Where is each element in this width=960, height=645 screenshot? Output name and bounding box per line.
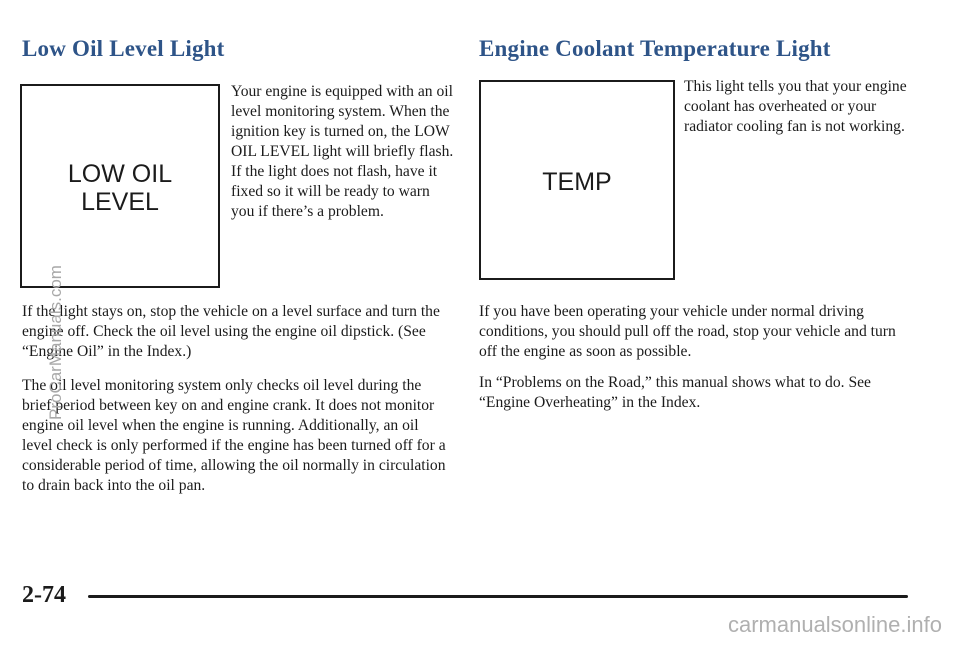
low-oil-paragraph-1: If the light stays on, stop the vehicle on a level surface and turn the engine off. Check the oil level using the engine oil dipstick. (See “Engine Oil” in the Index.): [22, 303, 440, 360]
coolant-temp-heading: Engine Coolant Temperature Light: [479, 36, 831, 61]
temp-indicator-panel: [479, 80, 675, 280]
low-oil-indicator-label: [22, 160, 218, 216]
temp-indicator-label: TEMP: [542, 168, 612, 196]
coolant-paragraph-1: If you have been operating your vehicle under normal driving conditions, you should pull off the road, stop your vehicle and turn off the engine as soon as possible.: [479, 303, 896, 360]
low-oil-paragraph-2: The oil level monitoring system only checks oil level during the brief period between key on and engine crank. It does not monitor engine oil level when the engine is running. Additionally, an oil level check is only performed if the engine has been turned off for a considerable period of time, allowing the oil normally in circulation to drain back into the oil pan.: [22, 377, 446, 494]
low-oil-indicator-line1: LOW OIL: [67, 160, 173, 188]
bottom-watermark: carmanualsonline.info: [727, 612, 942, 637]
low-oil-level-heading: Low Oil Level Light: [22, 36, 225, 61]
low-oil-intro-text: Your engine is equipped with an oil level monitoring system. When the ignition key is turned on, the LOW OIL LEVEL light will briefly flash. If the light does not flash, have it fixed so it will be ready to warn you if there’s a problem.: [231, 83, 454, 220]
low-oil-indicator-line2: LEVEL: [81, 188, 159, 216]
low-oil-indicator-panel: [20, 84, 220, 288]
side-watermark: ProCarManuals.com: [46, 265, 65, 420]
coolant-paragraph-2: In “Problems on the Road,” this manual shows what to do. See “Engine Overheating” in the Index.: [479, 374, 871, 411]
page-number: 2-74: [22, 582, 66, 608]
footer-rule: [88, 595, 908, 598]
coolant-intro-text: This light tells you that your engine coolant has overheated or your radiator cooling fan is not working.: [684, 78, 907, 135]
